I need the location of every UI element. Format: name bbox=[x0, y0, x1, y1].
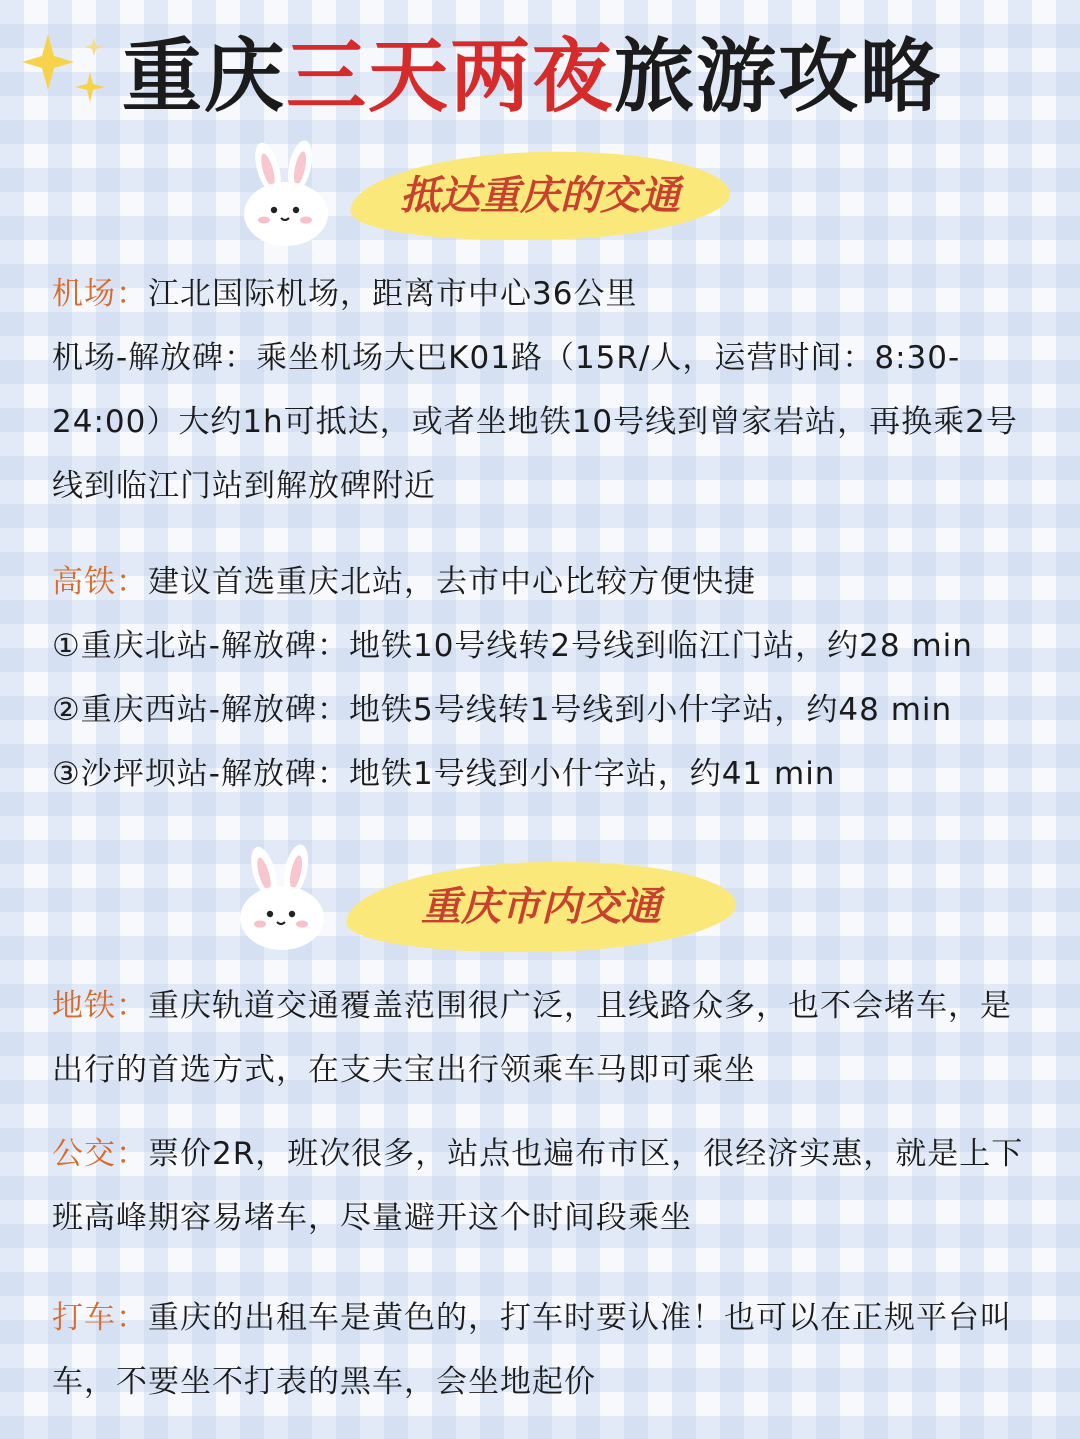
taxi-label: 打车： bbox=[52, 1300, 148, 1336]
section-heading-arrival-text: 抵达重庆的交通 bbox=[400, 173, 680, 219]
title-part-2: 三天两夜 bbox=[286, 30, 614, 123]
title-part-1: 重庆 bbox=[122, 30, 286, 123]
section-heading-arrival bbox=[350, 152, 730, 240]
airport-info bbox=[52, 262, 1042, 326]
train-label: 高铁： bbox=[52, 564, 148, 600]
page-title bbox=[122, 22, 1022, 132]
train-info bbox=[52, 550, 1042, 614]
train-route-2: ②重庆西站-解放碑：地铁5号线转1号线到小什字站，约48 min bbox=[52, 692, 953, 728]
title-part-3: 旅游攻略 bbox=[614, 30, 942, 123]
metro-text: 重庆轨道交通覆盖范围很广泛，且线路众多，也不会堵车，是出行的首选方式，在支夫宝出行领乘车马即可乘坐 bbox=[52, 988, 1012, 1088]
metro-info bbox=[52, 974, 1042, 1102]
section-heading-city-text: 重庆市内交通 bbox=[421, 884, 661, 930]
airport-label: 机场： bbox=[52, 276, 148, 312]
bus-text: 票价2R，班次很多，站点也遍布市区，很经济实惠，就是上下班高峰期容易堵车，尽量避开这个时间段乘坐 bbox=[52, 1136, 1024, 1236]
train-route-1: ①重庆北站-解放碑：地铁10号线转2号线到临江门站，约28 min bbox=[52, 628, 973, 664]
bus-info bbox=[52, 1122, 1042, 1250]
sparkle-icon bbox=[20, 28, 110, 108]
metro-label: 地铁： bbox=[52, 988, 148, 1024]
train-text: 建议首选重庆北站，去市中心比较方便快捷 bbox=[148, 564, 756, 600]
airport-text: 江北国际机场，距离市中心36公里 bbox=[148, 276, 638, 312]
taxi-info bbox=[52, 1286, 1042, 1414]
bus-label: 公交： bbox=[52, 1136, 148, 1172]
bunny-icon bbox=[232, 844, 332, 954]
train-route-3: ③沙坪坝站-解放碑：地铁1号线到小什字站，约41 min bbox=[52, 756, 836, 792]
airport-route: 机场-解放碑：乘坐机场大巴K01路（15R/人，运营时间：8:30-24:00）大约1h可抵达，或者坐地铁10号线到曾家岩站，再换乘2号线到临江门站到解放碑附近 bbox=[52, 340, 1018, 504]
bunny-icon bbox=[236, 140, 336, 250]
section-heading-city bbox=[346, 862, 736, 952]
taxi-text: 重庆的出租车是黄色的，打车时要认准！也可以在正规平台叫车，不要坐不打表的黑车，会坐地起价 bbox=[52, 1300, 1012, 1400]
